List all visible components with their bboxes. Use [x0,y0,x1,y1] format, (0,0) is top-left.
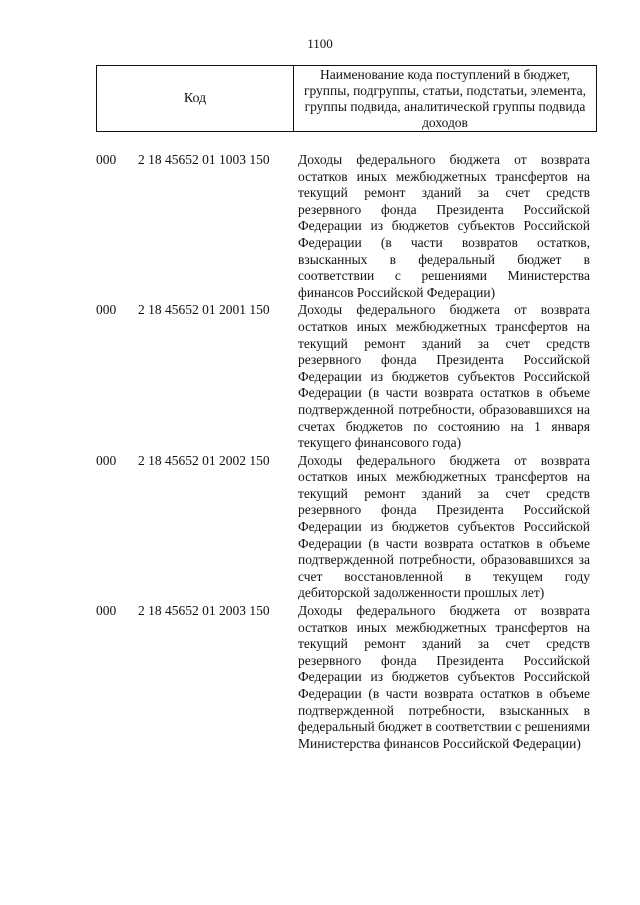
income-description: Доходы федерального бюджета от возврата остатков иных межбюджетных трансфертов на текущий ремонт зданий за счет средств резервного фонда Президента Российской Федерации из бюджетов субъектов Российской Федерации (в части возвратов остатков, взысканных в федеральный бюджет в соответствии с решениями Министерства финансов Российской Федерации) [298,152,590,300]
header-name-cell: Наименование кода поступлений в бюджет, группы, подгруппы, статьи, подстатьи, элемента, группы подвида, аналитической группы подвида доходов [303,66,587,130]
admin-code: 000 [96,302,117,318]
income-description: Доходы федерального бюджета от возврата остатков иных межбюджетных трансфертов на текущий ремонт зданий за счет средств резервного фонда Президента Российской Федерации из бюджетов субъектов Российской Федерации (в части возврата остатков в объеме подтвержденной потребности, взысканных в федеральный бюджет в соответствии с решениями Министерства финансов Российской Федерации) [298,603,590,751]
admin-code: 000 [96,603,117,619]
table-row [96,603,597,752]
table-row [96,453,597,602]
admin-code: 000 [96,452,117,468]
income-code: 2 18 45652 01 2002 150 [138,452,270,468]
table-row [96,152,597,301]
header-code-cell: Код [97,66,294,131]
table-header [96,65,597,132]
income-code: 2 18 45652 01 2001 150 [138,302,270,318]
income-codes-list [96,152,597,753]
admin-code: 000 [96,152,117,167]
income-description: Доходы федерального бюджета от возврата остатков иных межбюджетных трансфертов на текущий ремонт зданий за счет средств резервного фонда Президента Российской Федерации из бюджетов субъектов Российской Федерации (в части возврата остатков в объеме подтвержденной потребности, образовавшихся на счетах бюджетов по состоянию на 1 января текущего финансового года) [298,302,590,451]
income-code: 2 18 45652 01 2003 150 [138,603,270,619]
income-description: Доходы федерального бюджета от возврата остатков иных межбюджетных трансфертов на текущий ремонт зданий за счет средств резервного фонда Президента Российской Федерации из бюджетов субъектов Российской Федерации (в части возврата остатков в объеме подтвержденной потребности, образовавшихся за счет восстановленной в текущем году дебиторской задолженности прошлых лет) [298,452,590,601]
page-number: 1100 [307,36,333,51]
table-row [96,302,597,451]
income-code: 2 18 45652 01 1003 150 [138,152,270,167]
